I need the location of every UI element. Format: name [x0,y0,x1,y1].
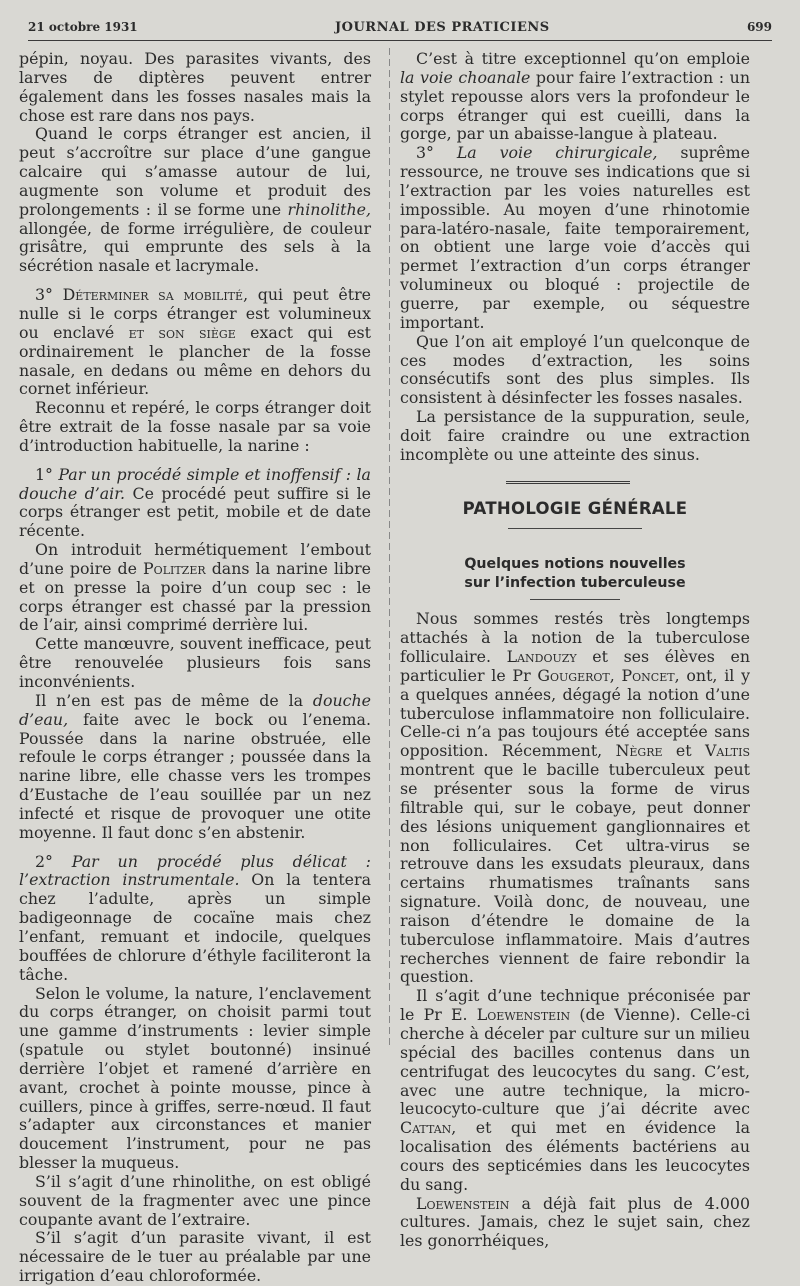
header-date: 21 octobre 1931 [28,20,138,34]
paragraph: Il n’en est pas de même de la douche d’eau, faite avec le bock ou l’enema. Poussée dans la narine obstruée, elle refoule le corps étranger ; poussée dans la narine libre, elle chasse vers les trompes d’Eustache de l’eau souillée par un nez infecté et risque de provoquer une otite moyenne. Il faut donc s’en abstenir. [19,690,371,842]
section-title: PATHOLOGIE GÉNÉRALE [462,498,688,518]
paragraph: 3° Déterminer sa mobilité, qui peut être nulle si le corps étranger est volumineux ou enclavé et son siège exact qui est ordinairement le plancher de la fosse nasale, en dedans ou même en dehors du cornet inférieur. [19,285,372,399]
paragraph: Il s’agit d’une technique préconisée par le Pr E. Loewenstein (de Vienne). Celle-ci cherche à déceler par culture sur un milieu spécial des bacilles contenus dans un centrifugat des leucocytes du sang. C’est, avec une autre technique, la micro-leucocyto-culture que j’ai décrite avec Cattan, et qui met en évidence la localisation des éléments bactériens au cours des septicémies dans les leucocytes du sang. [400,986,750,1194]
paragraph: S’il s’agit d’un parasite vivant, il est nécessaire de le tuer au préalable par une irrigation d’eau chloroformée. [19,1228,371,1286]
paragraph: Cette manœuvre, souvent inefficace, peut être renouvelée plusieurs fois sans inconvénients. [19,634,371,691]
paragraph: 1° Par un procédé simple et inoffensif : la douche d’air. Ce procédé peut suffire si le corps étranger est petit, mobile et de date récente. [19,464,371,541]
header-page-number: 699 [746,20,772,34]
paragraph: C’est à titre exceptionnel qu’on emploie la voie choanale pour faire l’extraction : un stylet repousse alors vers la profondeur le corps étranger qui est cueilli, dans la gorge, par un abaisse-langue à plateau. [400,49,750,144]
paragraph: Loewenstein a déjà fait plus de 4.000 cultures. Jamais, chez le sujet sain, chez les gonorrhéiques, [400,1193,750,1251]
paragraph: Selon le volume, la nature, l’enclavement du corps étranger, on choisit parmi tout une gamme d’instruments : levier simple (spatule ou stylet boutonné) insinué derrière l’objet et ramené d’arrière en avant, crochet à pointe mousse, pince à cuillers, pince à griffes, serre-nœud. Il faut s’adapter aux circonstances et manier doucement l’instrument, pour ne pas blesser la muqueus. [19,983,371,1173]
section-separator [506,481,630,486]
paragraph: 3° La voie chirurgicale, suprême ressource, ne trouve ses indications que si l’extraction par les voies naturelles est impossible. Au moyen d’une rhinotomie para-latéro-nasale, faite temporairement, on obtient une large voie d’accès qui permet l’extraction d’un corps étranger volumineux ou bloqué : projectile de guerre, par exemple, ou séquestre important. [400,143,750,332]
paragraph: S’il s’agit d’une rhinolithe, on est obligé souvent de la fragmenter avec une pince coupante avant de l’extraire. [19,1171,371,1229]
article-title: Quelques notions nouvelles sur l’infection tuberculeuse [464,556,686,592]
header-journal-title: JOURNAL DES PRATICIENS [334,19,550,35]
article-title-underline [530,599,620,600]
page-header [28,14,772,41]
left-column [19,50,371,1286]
paragraph: Reconnu et repéré, le corps étranger doit être extrait de la fosse nasale par sa voie d’introduction habituelle, la narine : [19,398,371,455]
title-underline [508,528,642,529]
paragraph: Que l’on ait employé l’un quelconque de ces modes d’extraction, les soins consécutifs sont des plus simples. Ils consistent à désinfecter les fosses nasales. [400,331,750,408]
paragraph: On introduit hermétiquement l’embout d’une poire de Politzer dans la narine libre et on presse la poire d’un coup sec : le corps étranger est chassé par la pression de l’air, ainsi comprimé derrière lui. [19,540,371,635]
column-divider [389,48,390,1048]
paragraph: Quand le corps étranger est ancien, il peut s’accroître sur place d’une gangue calcaire qui s’amasse autour de lui, augmente son volume et produit des prolongements : il se forme une rhinolithe, allongée, de forme irrégulière, de couleur grisâtre, qui emprunte des sels à la sécrétion nasale et lacrymale. [19,124,371,276]
paragraph: La persistance de la suppuration, seule, doit faire craindre ou une extraction incomplète ou une atteinte des sinus. [400,407,750,464]
paragraph: Nous sommes restés très longtemps attachés à la notion de la tuberculose folliculaire. Landouzy et ses élèves en particulier le Pr Gougerot, Poncet, ont, il y a quelques années, dégagé la notion d’une tuberculose inflammatoire non folliculaire. Celle-ci n’a pas toujours été acceptée sans opposition. Récemment, Nègre et Valtis montrent que le bacille tuberculeux peut se présenter sous la forme de virus filtrable qui, sur le cobaye, peut donner des lésions uniquement ganglionnaires et non folliculaires. Cet ultra-virus se retrouve dans les exsudats pleuraux, dans certains rhumatismes traînants sans signature. Voilà donc, de nouveau, une raison d’étendre le domaine de la tuberculose inflammatoire. Mais d’autres recherches viennent de faire rebondir la question. [400,609,751,987]
paragraph: 2° Par un procédé plus délicat : l’extraction instrumentale. On la tentera chez l’adulte, après un simple badigeonnage de cocaïne mais chez l’enfant, remuant et indocile, quelques bouffées de chlorure d’éthyle faciliteront la tâche. [19,851,371,984]
right-column [400,50,750,1251]
paragraph: pépin, noyau. Des parasites vivants, des larves de diptères peuvent entrer également dans les fosses nasales mais la chose est rare dans nos pays. [19,49,371,125]
